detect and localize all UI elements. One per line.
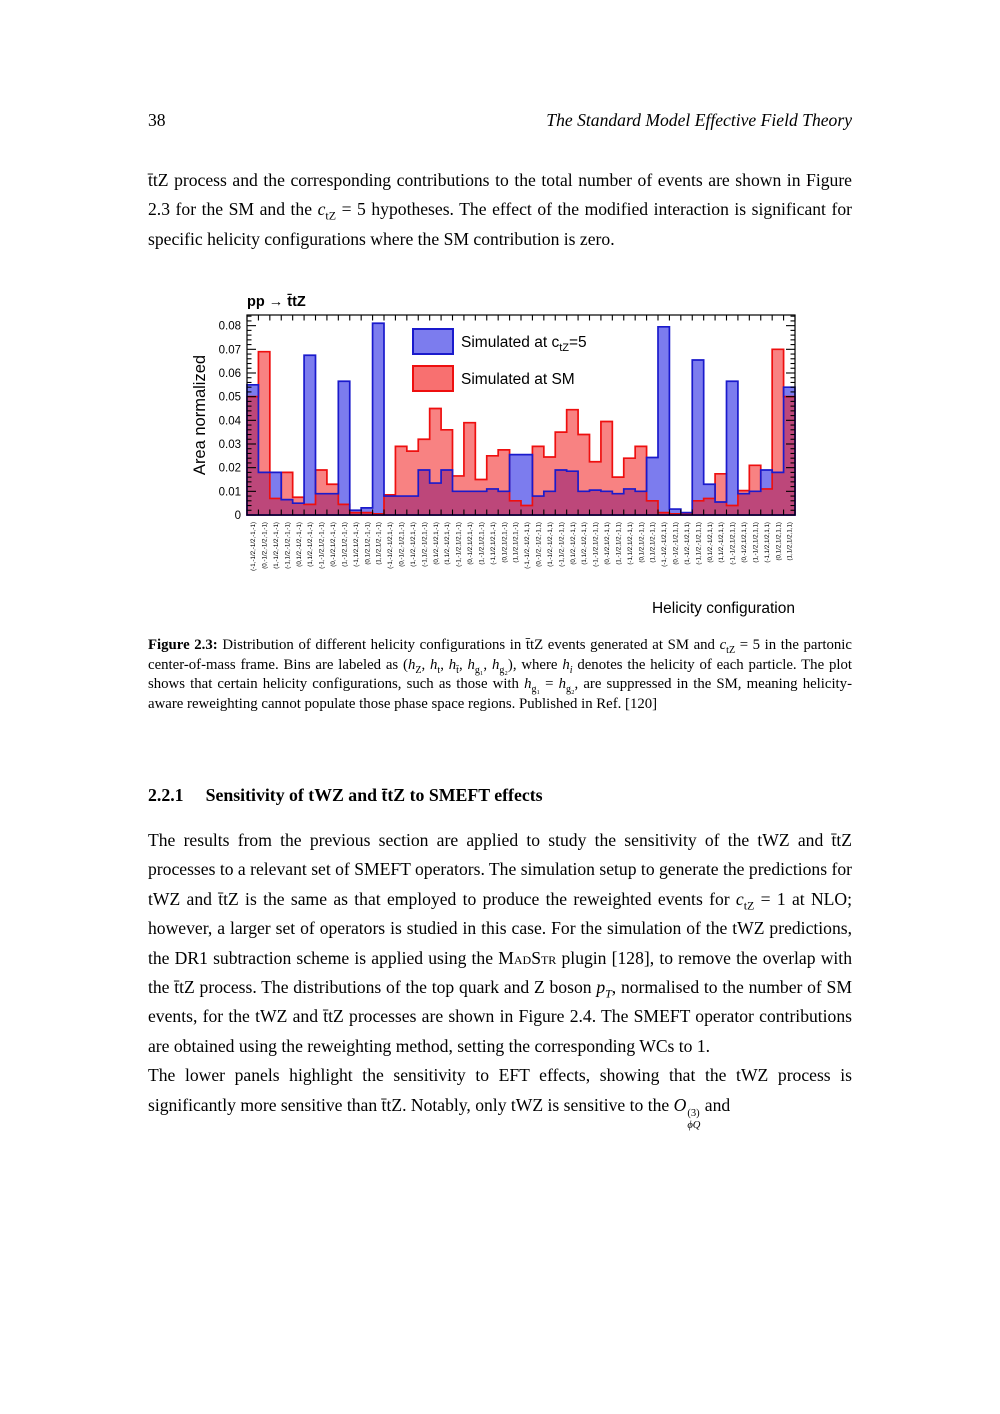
intro-paragraph: t̄tZ process and the corresponding contributions to the total number of events are shown in Figure 2.3 for the SM and the $c_{tZ} = 5$ hypotheses. The effect of the modified interaction is significant for specific helicity configurations where the SM contribution is zero. bbox=[148, 170, 853, 249]
svg-text:(-1,1/2,1/2,-1,1): (-1,1/2,1/2,-1,1) bbox=[626, 522, 634, 565]
svg-text:(1,-1/2,-1/2,-1,1): (1,-1/2,-1/2,-1,1) bbox=[546, 522, 554, 567]
svg-text:(1,1/2,-1/2,-1,1): (1,1/2,-1/2,-1,1) bbox=[581, 522, 589, 565]
section-number: 2.2.1 bbox=[148, 785, 184, 805]
svg-text:(1,1/2,-1/2,1,-1): (1,1/2,-1/2,1,-1) bbox=[444, 522, 452, 565]
svg-text:(0,1/2,1/2,1,1): (0,1/2,1/2,1,1) bbox=[775, 522, 783, 561]
x-bin-labels bbox=[250, 522, 794, 571]
svg-text:(-1,-1/2,1/2,1,1): (-1,-1/2,1/2,1,1) bbox=[729, 522, 737, 565]
svg-text:0.08: 0.08 bbox=[218, 320, 241, 333]
svg-text:(1,-1/2,-1/2,1,-1): (1,-1/2,-1/2,1,-1) bbox=[409, 522, 417, 567]
svg-text:(0,1/2,1/2,-1,-1): (0,1/2,1/2,-1,-1) bbox=[364, 522, 372, 565]
svg-text:(-1,-1/2,-1/2,-1,-1): (-1,-1/2,-1/2,-1,-1) bbox=[250, 522, 258, 571]
svg-text:(-1,-1/2,1/2,-1,-1): (-1,-1/2,1/2,-1,-1) bbox=[318, 522, 326, 569]
svg-text:(-1,-1/2,1/2,1,-1): (-1,-1/2,1/2,1,-1) bbox=[455, 522, 463, 567]
svg-text:0: 0 bbox=[234, 510, 241, 522]
svg-text:(-1,1/2,1/2,1,-1): (-1,1/2,1/2,1,-1) bbox=[489, 522, 497, 565]
svg-text:(1,-1/2,1/2,1,-1): (1,-1/2,1/2,1,-1) bbox=[478, 522, 486, 565]
svg-text:0.03: 0.03 bbox=[218, 438, 241, 451]
svg-text:(1,1/2,1/2,1,-1): (1,1/2,1/2,1,-1) bbox=[512, 522, 520, 563]
svg-text:(0,-1/2,1/2,1,-1): (0,-1/2,1/2,1,-1) bbox=[467, 522, 474, 565]
svg-text:(-1,-1/2,-1/2,1,1): (-1,-1/2,-1/2,1,1) bbox=[661, 522, 669, 567]
svg-text:(0,1/2,-1/2,1,1): (0,1/2,-1/2,1,1) bbox=[706, 522, 714, 563]
svg-text:(1,-1/2,-1/2,-1,-1): (1,-1/2,-1/2,-1,-1) bbox=[272, 522, 280, 569]
svg-text:0.07: 0.07 bbox=[218, 344, 241, 357]
page-number: 38 bbox=[148, 110, 166, 130]
helicity-histogram-svg bbox=[185, 291, 815, 631]
svg-text:(1,-1/2,1/2,-1,-1): (1,-1/2,1/2,-1,-1) bbox=[341, 522, 349, 567]
legend-label-sm: Simulated at SM bbox=[461, 371, 575, 388]
svg-text:(-1,-1/2,1/2,-1,1): (-1,-1/2,1/2,-1,1) bbox=[592, 522, 600, 567]
svg-text:(-1,-1/2,-1/2,-1,1): (-1,-1/2,-1/2,-1,1) bbox=[524, 522, 532, 569]
section-title: Sensitivity of tWZ and t̄tZ to SMEFT effects bbox=[205, 785, 543, 805]
svg-text:(1,1/2,1/2,-1,1): (1,1/2,1/2,-1,1) bbox=[649, 522, 657, 563]
page-header bbox=[148, 110, 852, 131]
svg-text:(1,1/2,1/2,-1,-1): (1,1/2,1/2,-1,-1) bbox=[375, 522, 383, 565]
svg-text:(0,-1/2,-1/2,1,1): (0,-1/2,-1/2,1,1) bbox=[672, 522, 680, 565]
svg-text:(-1,1/2,-1/2,-1,-1): (-1,1/2,-1/2,-1,-1) bbox=[284, 522, 292, 569]
svg-text:0.01: 0.01 bbox=[218, 486, 241, 499]
y-tick-labels bbox=[219, 321, 242, 522]
body-text-block bbox=[148, 826, 852, 1131]
svg-text:(1,-1/2,1/2,1,1): (1,-1/2,1/2,1,1) bbox=[752, 522, 760, 563]
svg-text:(0,-1/2,1/2,-1,1): (0,-1/2,1/2,-1,1) bbox=[604, 522, 611, 565]
svg-text:0.04: 0.04 bbox=[218, 415, 241, 428]
svg-text:(-1,-1/2,-1/2,1,-1): (-1,-1/2,-1/2,1,-1) bbox=[387, 522, 395, 569]
section-heading bbox=[148, 785, 852, 806]
body-paragraph-1: The results from the previous section are applied to study the sensitivity of the tWZ and t̄tZ processes to a relevant set of SMEFT operators. The simulation setup to generate the predictions for tWZ and t̄tZ is the same as that employed to produce the reweighted events for $c_{tZ} = 1$ at NLO; however, a larger set of operators is studied in this case. For the simulation of the tWZ predictions, the DR1 subtraction scheme is applied using the MadStr plugin [128], to remove the overlap with the t̄tZ process. The distributions of the top quark and Z boson $p_T$, normalised to the number of SM events, for the tWZ and t̄tZ processes are shown in Figure 2.4. The SMEFT operator contributions are obtained using the reweighting method, setting the corresponding WCs to 1. bbox=[148, 830, 852, 1056]
svg-text:(-1,1/2,1/2,1,1): (-1,1/2,1/2,1,1) bbox=[763, 522, 771, 563]
legend-swatch-ctz5 bbox=[413, 329, 453, 354]
svg-text:(0,1/2,-1/2,1,-1): (0,1/2,-1/2,1,-1) bbox=[432, 522, 440, 565]
svg-text:(-1,1/2,-1/2,-1,1): (-1,1/2,-1/2,-1,1) bbox=[558, 522, 566, 567]
running-title: The Standard Model Effective Field Theory bbox=[546, 110, 852, 130]
svg-text:(1,1/2,1/2,1,1): (1,1/2,1/2,1,1) bbox=[786, 522, 794, 561]
y-axis-title: Area normalized bbox=[191, 354, 209, 476]
legend-label-ctz5: Simulated at $c_{tZ}=5$ bbox=[461, 334, 587, 354]
svg-text:(0,-1/2,1/2,-1,-1): (0,-1/2,1/2,-1,-1) bbox=[330, 522, 337, 567]
chart-title: pp → t̄tZ bbox=[247, 294, 306, 310]
legend bbox=[413, 329, 587, 391]
svg-text:0.05: 0.05 bbox=[218, 391, 241, 404]
svg-text:(0,-1/2,-1/2,-1,1): (0,-1/2,-1/2,-1,1) bbox=[535, 522, 543, 567]
svg-text:(1,-1/2,1/2,-1,1): (1,-1/2,1/2,-1,1) bbox=[615, 522, 623, 565]
svg-text:(0,1/2,1/2,1,-1): (0,1/2,1/2,1,-1) bbox=[501, 522, 509, 563]
svg-text:(0,-1/2,-1/2,-1,-1): (0,-1/2,-1/2,-1,-1) bbox=[261, 522, 269, 569]
legend-swatch-sm bbox=[413, 366, 453, 391]
svg-text:(0,-1/2,-1/2,1,-1): (0,-1/2,-1/2,1,-1) bbox=[398, 522, 406, 567]
svg-text:(1,1/2,-1/2,-1,-1): (1,1/2,-1/2,-1,-1) bbox=[307, 522, 315, 567]
figure-caption-label: Figure 2.3: bbox=[148, 637, 218, 653]
svg-text:(0,1/2,-1/2,-1,1): (0,1/2,-1/2,-1,1) bbox=[569, 522, 577, 565]
svg-text:0.06: 0.06 bbox=[218, 367, 241, 380]
x-axis-title: Helicity configuration bbox=[651, 600, 795, 617]
svg-text:(0,1/2,1/2,-1,1): (0,1/2,1/2,-1,1) bbox=[638, 522, 646, 563]
svg-text:(1,1/2,-1/2,1,1): (1,1/2,-1/2,1,1) bbox=[718, 522, 726, 563]
figure-caption-text: Distribution of different helicity configurations in t̄tZ events generated at SM and $c_{tZ} = 5$ in the partonic center-of-mass frame. Bins are labeled as ($h_Z$, $h_t$, $h_{t̄}$, $h_{g_1}$, $h_{g_2}$), where $h_i$ denotes the helicity of each particle. The plot shows that certain helicity configurations, such as those with $h_{g_1} = h_{g_2}$, are suppressed in the SM, meaning helicity-aware reweighting cannot populate those phase space regions. Published in Ref. [120] bbox=[148, 637, 852, 712]
svg-text:(-1,1/2,-1/2,1,-1): (-1,1/2,-1/2,1,-1) bbox=[421, 522, 429, 567]
svg-text:(1,-1/2,-1/2,1,1): (1,-1/2,-1/2,1,1) bbox=[683, 522, 691, 565]
svg-text:(0,-1/2,1/2,1,1): (0,-1/2,1/2,1,1) bbox=[741, 522, 748, 563]
body-paragraph-2: The lower panels highlight the sensitivity to EFT effects, showing that the tWZ process is significantly more sensitive than t̄tZ. Notably, only tWZ is sensitive to the O (3) ϕQ and bbox=[148, 1065, 852, 1131]
svg-text:0.02: 0.02 bbox=[218, 462, 241, 475]
figure-2-3 bbox=[185, 291, 815, 631]
svg-text:(0,1/2,-1/2,-1,-1): (0,1/2,-1/2,-1,-1) bbox=[295, 522, 303, 567]
helicity-chart bbox=[185, 291, 815, 636]
svg-text:(-1,1/2,-1/2,1,1): (-1,1/2,-1/2,1,1) bbox=[695, 522, 703, 565]
figure-caption bbox=[148, 636, 852, 714]
svg-text:(-1,1/2,1/2,-1,-1): (-1,1/2,1/2,-1,-1) bbox=[352, 522, 360, 567]
